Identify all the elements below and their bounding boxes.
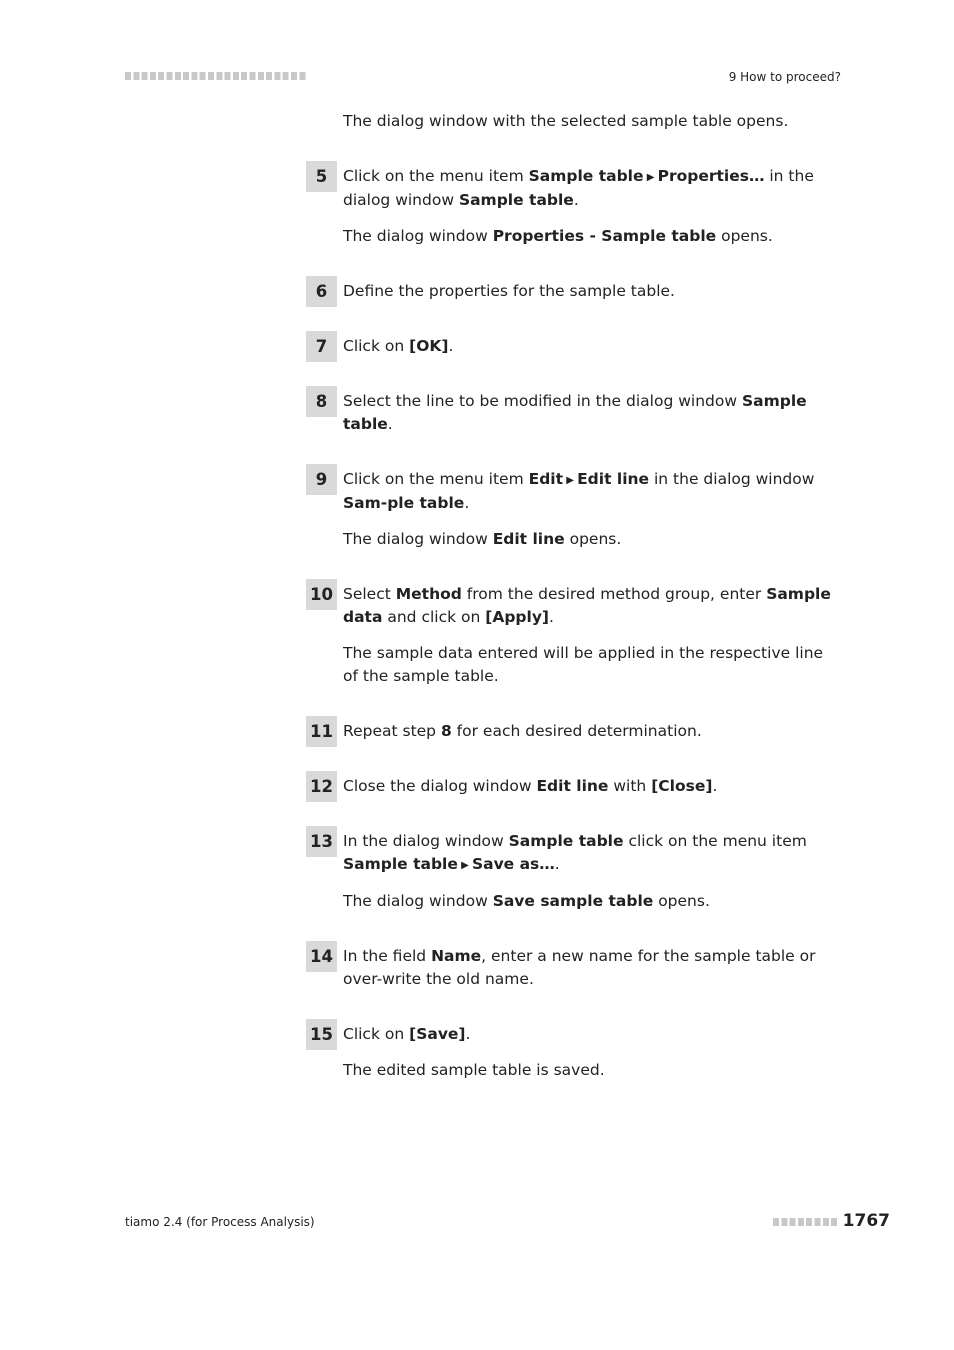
bold-term: Edit line bbox=[492, 530, 565, 548]
bold-term: 8 bbox=[440, 722, 452, 740]
header-decoration bbox=[125, 72, 307, 80]
text-fragment: in the dialog window bbox=[649, 470, 815, 488]
step-instruction bbox=[343, 941, 842, 991]
step-9 bbox=[306, 464, 842, 551]
bold-term: [OK] bbox=[409, 337, 449, 355]
bold-term: Properties… bbox=[657, 167, 765, 185]
text-fragment: from the desired method group, enter bbox=[461, 585, 767, 603]
text-fragment: Repeat step bbox=[343, 722, 441, 740]
text-fragment: The dialog window bbox=[343, 530, 493, 548]
bold-term: Method bbox=[395, 585, 462, 603]
text-fragment: In the field bbox=[343, 947, 432, 965]
text-fragment: Click on bbox=[343, 1025, 410, 1043]
step-number: 15 bbox=[306, 1019, 337, 1050]
step-instruction bbox=[343, 826, 842, 877]
text-fragment: with bbox=[608, 777, 652, 795]
bold-term: Edit line bbox=[536, 777, 609, 795]
text-fragment: . bbox=[464, 494, 470, 512]
step-number: 12 bbox=[306, 771, 337, 802]
step-number: 6 bbox=[306, 276, 337, 307]
text-fragment: opens. bbox=[653, 892, 710, 910]
step-result bbox=[343, 524, 842, 551]
step-11 bbox=[306, 716, 842, 743]
text-fragment: . bbox=[465, 1025, 471, 1043]
bold-term: Save sample table bbox=[492, 892, 654, 910]
step-number: 10 bbox=[306, 579, 337, 610]
step-instruction bbox=[343, 386, 842, 436]
step-result bbox=[343, 221, 842, 248]
step-instruction bbox=[343, 464, 842, 515]
bold-term: [Close] bbox=[651, 777, 713, 795]
text-fragment: . bbox=[712, 777, 718, 795]
bold-term: Sample table bbox=[508, 832, 624, 850]
page-number: 1767 bbox=[842, 1211, 890, 1231]
text-fragment: . bbox=[554, 855, 560, 873]
step-10 bbox=[306, 579, 842, 688]
step-number: 5 bbox=[306, 161, 337, 192]
bold-term: Sample table bbox=[458, 191, 574, 209]
step-number: 9 bbox=[306, 464, 337, 495]
step-instruction bbox=[343, 331, 842, 358]
step-15 bbox=[306, 1019, 842, 1082]
footer-decoration bbox=[773, 1218, 839, 1226]
instruction-content bbox=[306, 110, 842, 1082]
step-instruction bbox=[343, 716, 842, 743]
text-fragment: Click on bbox=[343, 337, 410, 355]
text-fragment: click on the menu item bbox=[623, 832, 807, 850]
step-list bbox=[306, 161, 842, 1082]
menu-arrow: ▶ bbox=[643, 172, 658, 183]
text-fragment: Click on the menu item bbox=[343, 470, 529, 488]
text-fragment: Define the properties for the sample table. bbox=[343, 282, 675, 300]
text-fragment: The dialog window bbox=[343, 227, 493, 245]
text-fragment: The edited sample table is saved. bbox=[343, 1061, 605, 1079]
product-name: tiamo 2.4 (for Process Analysis) bbox=[125, 1215, 315, 1229]
step-5 bbox=[306, 161, 842, 248]
text-fragment: , enter a new name for the sample table or over-write the old name. bbox=[343, 947, 816, 988]
step-6 bbox=[306, 276, 842, 303]
menu-arrow: ▶ bbox=[457, 860, 472, 871]
step-instruction bbox=[343, 579, 842, 629]
bold-term: Sam-ple table bbox=[343, 494, 465, 512]
text-fragment: opens. bbox=[716, 227, 773, 245]
step-number: 8 bbox=[306, 386, 337, 417]
step-instruction bbox=[343, 161, 842, 212]
text-fragment: Click on the menu item bbox=[343, 167, 529, 185]
step-number: 11 bbox=[306, 716, 337, 747]
step-result bbox=[343, 1055, 842, 1082]
bold-term: Sample table bbox=[528, 167, 644, 185]
bold-term: [Apply] bbox=[485, 608, 550, 626]
bold-term: Edit line bbox=[577, 470, 650, 488]
text-fragment: for each desired determination. bbox=[451, 722, 702, 740]
bold-term: Save as… bbox=[471, 855, 555, 873]
text-fragment: In the dialog window bbox=[343, 832, 509, 850]
menu-arrow: ▶ bbox=[563, 475, 578, 486]
text-fragment: opens. bbox=[564, 530, 622, 548]
text-fragment: . bbox=[448, 337, 454, 355]
step-12 bbox=[306, 771, 842, 798]
text-fragment: . bbox=[387, 415, 393, 433]
text-fragment: . bbox=[573, 191, 579, 209]
step-14 bbox=[306, 941, 842, 991]
text-fragment: The dialog window bbox=[343, 892, 493, 910]
step-7 bbox=[306, 331, 842, 358]
step-number: 14 bbox=[306, 941, 337, 972]
text-fragment: and click on bbox=[382, 608, 486, 626]
step-13 bbox=[306, 826, 842, 913]
step-instruction bbox=[343, 276, 842, 303]
bold-term: Properties - Sample table bbox=[492, 227, 717, 245]
step-number: 7 bbox=[306, 331, 337, 362]
text-fragment: in the dialog window bbox=[343, 167, 814, 209]
text-fragment: Select the line to be modified in the dialog window bbox=[343, 392, 742, 410]
bold-term: Name bbox=[431, 947, 482, 965]
text-fragment: . bbox=[549, 608, 554, 626]
step-instruction bbox=[343, 1019, 842, 1046]
text-fragment: Select bbox=[343, 585, 396, 603]
intro-text: The dialog window with the selected sample table opens. bbox=[343, 112, 789, 130]
step-8 bbox=[306, 386, 842, 436]
text-fragment: Close the dialog window bbox=[343, 777, 537, 795]
bold-term: Edit bbox=[528, 470, 564, 488]
step-result bbox=[343, 886, 842, 913]
bold-term: Sample table bbox=[343, 392, 807, 433]
bold-term: Sample table bbox=[343, 855, 458, 873]
step-result bbox=[343, 638, 842, 688]
text-fragment: The sample data entered will be applied in the respective line of the sample table. bbox=[343, 644, 824, 685]
section-title: 9 How to proceed? bbox=[728, 70, 841, 84]
step-instruction bbox=[343, 771, 842, 798]
bold-term: Sample data bbox=[343, 585, 831, 626]
bold-term: [Save] bbox=[409, 1025, 466, 1043]
step-number: 13 bbox=[306, 826, 337, 857]
